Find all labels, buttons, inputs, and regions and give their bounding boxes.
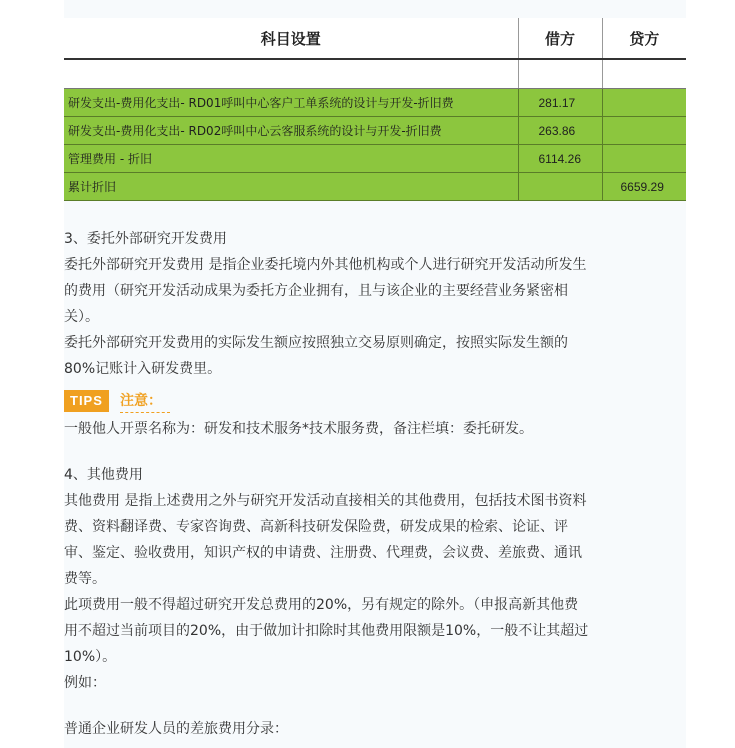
table-row	[64, 89, 686, 117]
tips-text: 一般他人开票名称为：研发和技术服务*技术服务费，备注栏填：委托研发。	[64, 421, 533, 437]
tips-badge: TIPS	[64, 390, 109, 412]
section3-heading: 3、委托外部研究开发费用	[64, 231, 227, 247]
section4-line: 审、鉴定、验收费用，知识产权的申请费、注册费、代理费，会议费、差旅费、通讯	[64, 545, 582, 561]
section4-line: 用不超过当前项目的20%，由于做加计扣除时其他费用限额是10%，一般不让其超过	[64, 623, 589, 639]
row-credit	[602, 117, 686, 145]
section3-p2-line1: 委托外部研究开发费用的实际发生额应按照独立交易原则确定，按照实际发生额的	[64, 335, 568, 351]
row-subject: 管理费用 - 折旧	[64, 145, 518, 173]
section3-p1-line2: 的费用（研究开发活动成果为委托方企业拥有，且与该企业的主要经营业务紧密相	[64, 283, 568, 299]
journal-entry-table	[64, 18, 686, 201]
row-debit	[518, 173, 602, 201]
section4-line: 10%）。	[64, 649, 117, 665]
section3-p1-line3: 关）。	[64, 309, 99, 325]
row-credit: 6659.29	[602, 173, 686, 201]
tips-label: 注意：	[120, 390, 170, 413]
table-row	[64, 173, 686, 201]
header-debit: 借方	[518, 18, 602, 59]
table-row	[64, 117, 686, 145]
row-debit: 6114.26	[518, 145, 602, 173]
header-credit: 贷方	[602, 18, 686, 59]
row-credit	[602, 89, 686, 117]
row-subject: 累计折旧	[64, 173, 518, 201]
example-label: 例如：	[64, 675, 106, 691]
row-credit	[602, 145, 686, 173]
row-debit: 263.86	[518, 117, 602, 145]
section4-line: 费等。	[64, 571, 106, 587]
row-subject: 研发支出-费用化支出- RD02呼叫中心云客服系统的设计与开发-折旧费	[64, 117, 518, 145]
section4-line: 费、资料翻译费、专家咨询费、高新科技研发保险费，研发成果的检索、论证、评	[64, 519, 568, 535]
article-body	[64, 226, 686, 742]
row-subject: 研发支出-费用化支出- RD01呼叫中心客户工单系统的设计与开发-折旧费	[64, 89, 518, 117]
section4-heading: 4、其他费用	[64, 467, 143, 483]
section3-p2-line2: 80%记账计入研发费里。	[64, 361, 222, 377]
table-row	[64, 145, 686, 173]
table-blank-row	[64, 59, 686, 89]
section4-line: 此项费用一般不得超过研究开发总费用的20%，另有规定的除外。（申报高新其他费	[64, 597, 579, 613]
example-intro: 普通企业研发人员的差旅费用分录：	[64, 721, 288, 737]
tips-callout	[64, 390, 686, 416]
section4-line: 其他费用 是指上述费用之外与研究开发活动直接相关的其他费用，包括技术图书资料	[64, 493, 587, 509]
article-page	[64, 0, 686, 748]
table-header-row	[64, 18, 686, 59]
section3-p1-line1: 委托外部研究开发费用 是指企业委托境内外其他机构或个人进行研究开发活动所发生	[64, 257, 587, 273]
row-debit: 281.17	[518, 89, 602, 117]
header-subject: 科目设置	[64, 18, 518, 59]
